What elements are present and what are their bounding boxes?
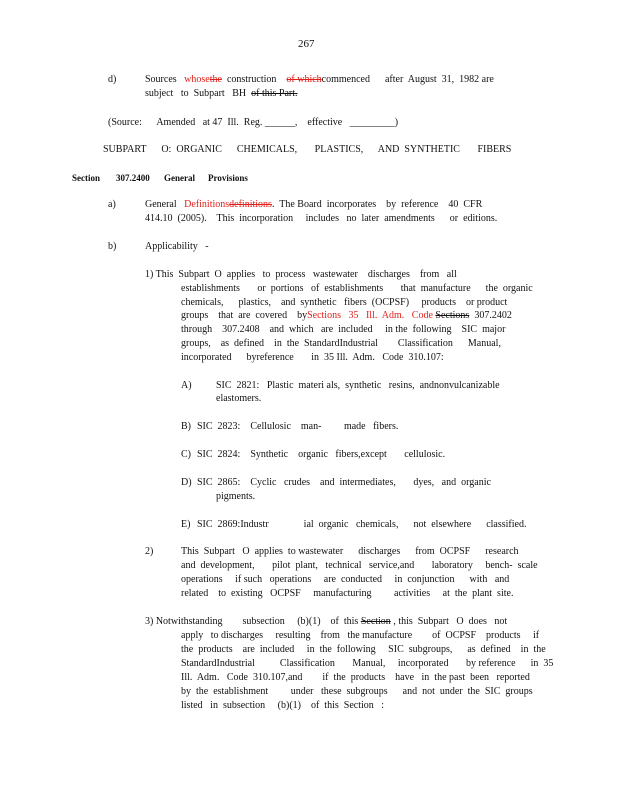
deleted-text: Sections xyxy=(435,310,470,321)
para-text: Applicability xyxy=(145,241,198,252)
item-text: 3) Notwithstanding subsection (b)(1) of this xyxy=(145,616,359,627)
item-3-line7: listed in subsection (b)(1) of this Section : xyxy=(181,700,385,711)
item-3-line6: by the establishment under these subgroups and not under the SIC groups xyxy=(181,686,533,697)
inserted-text: whose xyxy=(184,74,210,85)
sic-text: SIC 2824: Synthetic organic fibers,except cellulosic. xyxy=(197,449,446,460)
item-2-line4: related to existing OCPSF manufacturing activities at the plant site. xyxy=(181,588,514,599)
deleted-text: of this Part. xyxy=(251,88,298,99)
item-d-word: after August 31, 1982 are xyxy=(384,74,494,85)
item-d-text: subject to Subpart BH xyxy=(145,88,247,99)
item-d-line1 xyxy=(145,74,494,86)
item-text: 307.2402 xyxy=(469,310,512,321)
deleted-text: definitions xyxy=(229,199,272,210)
para-a-line1 xyxy=(145,199,482,211)
sic-label: B) xyxy=(181,421,191,432)
item-3-line2: apply to discharges resulting from the manufacture of OCPSF products if xyxy=(181,630,540,641)
item-2-line2: and development, pilot plant, technical service,and laboratory bench- scale xyxy=(181,560,538,571)
para-text: The Board incorporates by reference 40 CFR xyxy=(274,199,483,210)
item-d-label: d) xyxy=(108,74,117,85)
para-text: . xyxy=(271,199,275,210)
inserted-text: Definitions xyxy=(184,199,230,210)
subpart-heading: SUBPART O: ORGANIC CHEMICALS, PLASTICS, AND SYNTHETIC FIBERS xyxy=(103,144,512,155)
section-number: 307.2400 xyxy=(116,173,150,183)
para-b-label: b) xyxy=(108,241,117,252)
deleted-text: the xyxy=(209,74,222,85)
item-1-line1: 1) This Subpart O applies to process wastewater discharges from all xyxy=(145,269,457,280)
item-1-line2: establishments or portions of establishments that manufacture the organic xyxy=(181,283,533,294)
sic-text: SIC 2823: Cellulosic man- made fibers. xyxy=(197,421,399,432)
item-3-line4: StandardIndustrial Classification Manual, incorporated by reference in 35 xyxy=(181,658,554,669)
blank-line: _________ xyxy=(349,117,395,128)
sic-text: SIC 2865: Cyclic crudes and intermediates, dyes, and organic xyxy=(197,477,491,488)
para-a-label: a) xyxy=(108,199,116,210)
item-3-line3: the products are included in the following SIC subgroups, as defined in the xyxy=(181,644,546,655)
page-number: 267 xyxy=(298,38,315,50)
item-text: , this Subpart O does not xyxy=(390,616,508,627)
source-line xyxy=(108,117,398,129)
item-1-line4 xyxy=(181,310,512,322)
item-1-line3: chemicals, plastics, and synthetic fibers (OCPSF) products or product xyxy=(181,297,508,308)
para-text: General xyxy=(145,199,177,210)
sic-text: elastomers. xyxy=(216,393,262,404)
item-2-line1: This Subpart O applies to wastewater discharges from OCPSF research xyxy=(181,546,519,557)
item-d-line2 xyxy=(145,88,298,100)
item-3-line5: Ill. Adm. Code 310.107,and if the products have in the past been reported xyxy=(181,672,530,683)
sic-text: SIC 2869:Industr ial organic chemicals, not elsewhere classified. xyxy=(197,519,527,530)
item-1-line6: groups, as defined in the StandardIndustrial Classification Manual, xyxy=(181,338,501,349)
para-text: - xyxy=(205,241,209,252)
item-d-word: Sources xyxy=(145,74,177,85)
section-title-word: General xyxy=(164,173,195,183)
inserted-text: Sections 35 Ill. Adm. Code xyxy=(307,310,433,321)
item-1-line7: incorporated byreference in 35 Ill. Adm. Code 310.107: xyxy=(181,352,444,363)
section-label: Section xyxy=(72,173,100,183)
item-1-line5: through 307.2408 and which are included in the following SIC major xyxy=(181,324,506,335)
sic-label: C) xyxy=(181,449,191,460)
sic-label: E) xyxy=(181,519,191,530)
sic-text: pigments. xyxy=(216,491,256,502)
item-3-line1 xyxy=(145,616,507,628)
blank-line: ______ xyxy=(264,117,295,128)
sic-label: D) xyxy=(181,477,192,488)
deleted-text: of which xyxy=(286,74,322,85)
source-text: (Source: Amended at 47 Ill. Reg. xyxy=(108,117,263,128)
source-text: ) xyxy=(394,117,399,128)
deleted-text: Section xyxy=(360,616,391,627)
item-2-label: 2) xyxy=(145,546,154,557)
sic-text: SIC 2821: Plastic materi als, synthetic resins, andnonvulcanizable xyxy=(216,380,500,391)
item-d-word: construction xyxy=(226,74,277,85)
item-d-word: commenced xyxy=(321,74,370,85)
sic-label: A) xyxy=(181,380,192,391)
source-text: , effective xyxy=(294,117,343,128)
item-text: groups that are covered by xyxy=(181,310,308,321)
section-title-word: Provisions xyxy=(208,173,248,183)
para-b-heading xyxy=(145,241,209,253)
item-2-line3: operations if such operations are conducted in conjunction with and xyxy=(181,574,510,585)
para-a-line2: 414.10 (2005). This incorporation includes no later amendments or editions. xyxy=(145,213,498,224)
